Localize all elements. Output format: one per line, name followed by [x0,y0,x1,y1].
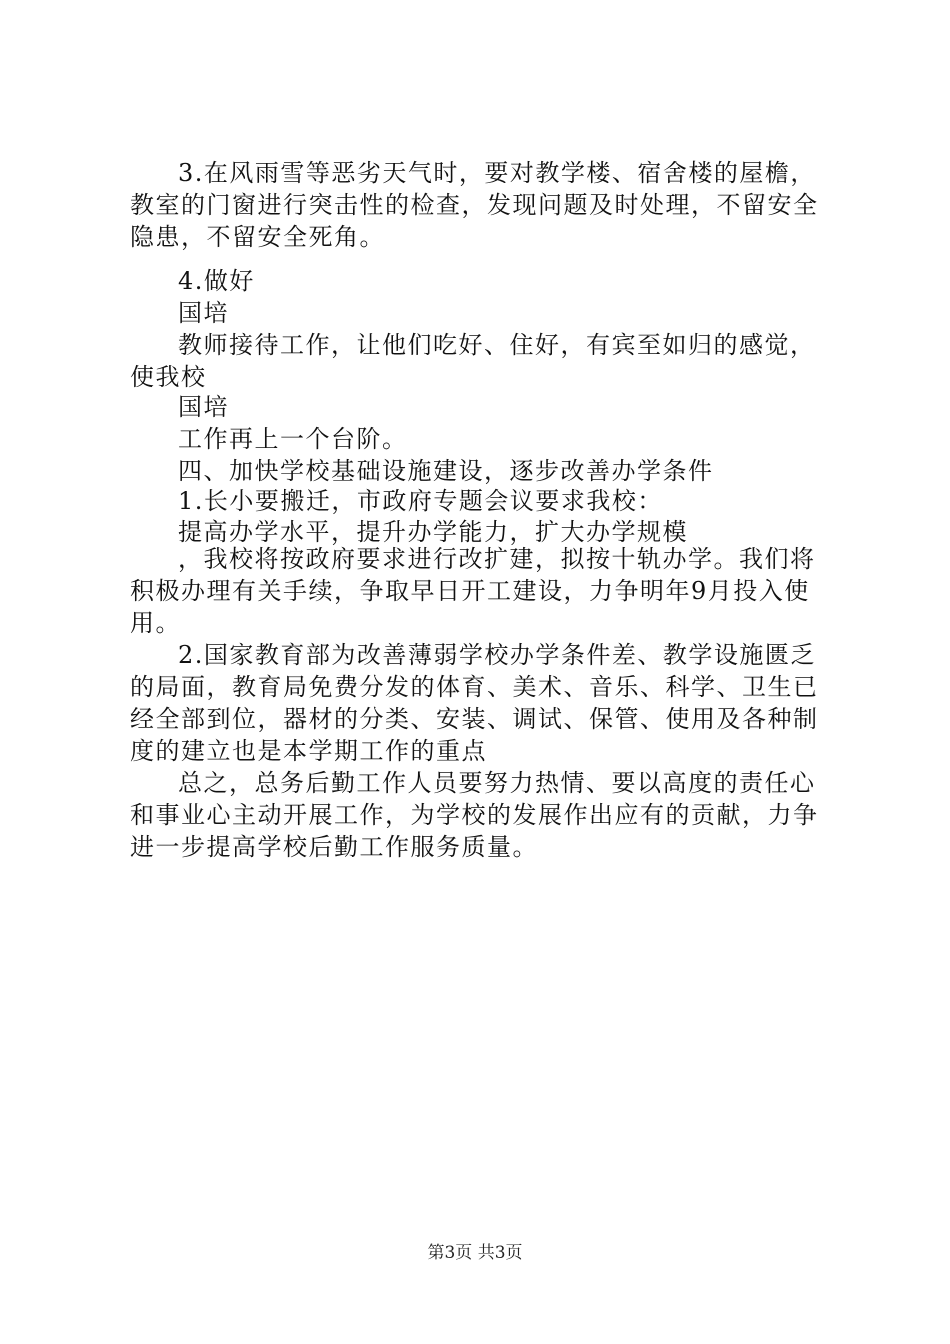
paragraph-line: 提高办学水平，提升办学能力，扩大办学规模 [178,518,688,546]
paragraph-line: 教师接待工作，让他们吃好、住好，有宾至如归的感觉， [178,331,816,359]
paragraph-line: 积极办理有关手续，争取早日开工建设，力争明年9月投入使 [130,577,810,605]
paragraph-line: 度的建立也是本学期工作的重点 [130,737,487,765]
paragraph-line: 隐患，不留安全死角。 [130,223,385,251]
paragraph-line: 1.长小要搬迁，市政府专题会议要求我校： [178,487,663,515]
paragraph-line: ，我校将按政府要求进行改扩建，拟按十轨办学。我们将 [178,545,816,573]
paragraph-line: 经全部到位，器材的分类、安装、调试、保管、使用及各种制 [130,705,819,733]
paragraph-line: 3.在风雨雪等恶劣天气时，要对教学楼、宿舍楼的屋檐， [178,159,816,187]
paragraph-line: 使我校 [130,363,207,391]
paragraph-line: 4.做好 [178,267,255,295]
section-heading: 四、加快学校基础设施建设，逐步改善办学条件 [178,457,714,485]
paragraph-line: 2.国家教育部为改善薄弱学校办学条件差、教学设施匮乏 [178,641,816,669]
paragraph-line: 总之，总务后勤工作人员要努力热情、要以高度的责任心 [178,769,816,797]
paragraph-line: 国培 [178,393,229,421]
paragraph-line: 教室的门窗进行突击性的检查，发现问题及时处理，不留安全 [130,191,819,219]
paragraph-line: 的局面，教育局免费分发的体育、美术、音乐、科学、卫生已 [130,673,819,701]
paragraph-line: 进一步提高学校后勤工作服务质量。 [130,833,538,861]
paragraph-line: 用。 [130,609,181,637]
paragraph-line: 和事业心主动开展工作，为学校的发展作出应有的贡献，力争 [130,801,819,829]
paragraph-line: 国培 [178,299,229,327]
paragraph-line: 工作再上一个台阶。 [178,425,408,453]
page-number-footer: 第3页 共3页 [427,1243,523,1263]
